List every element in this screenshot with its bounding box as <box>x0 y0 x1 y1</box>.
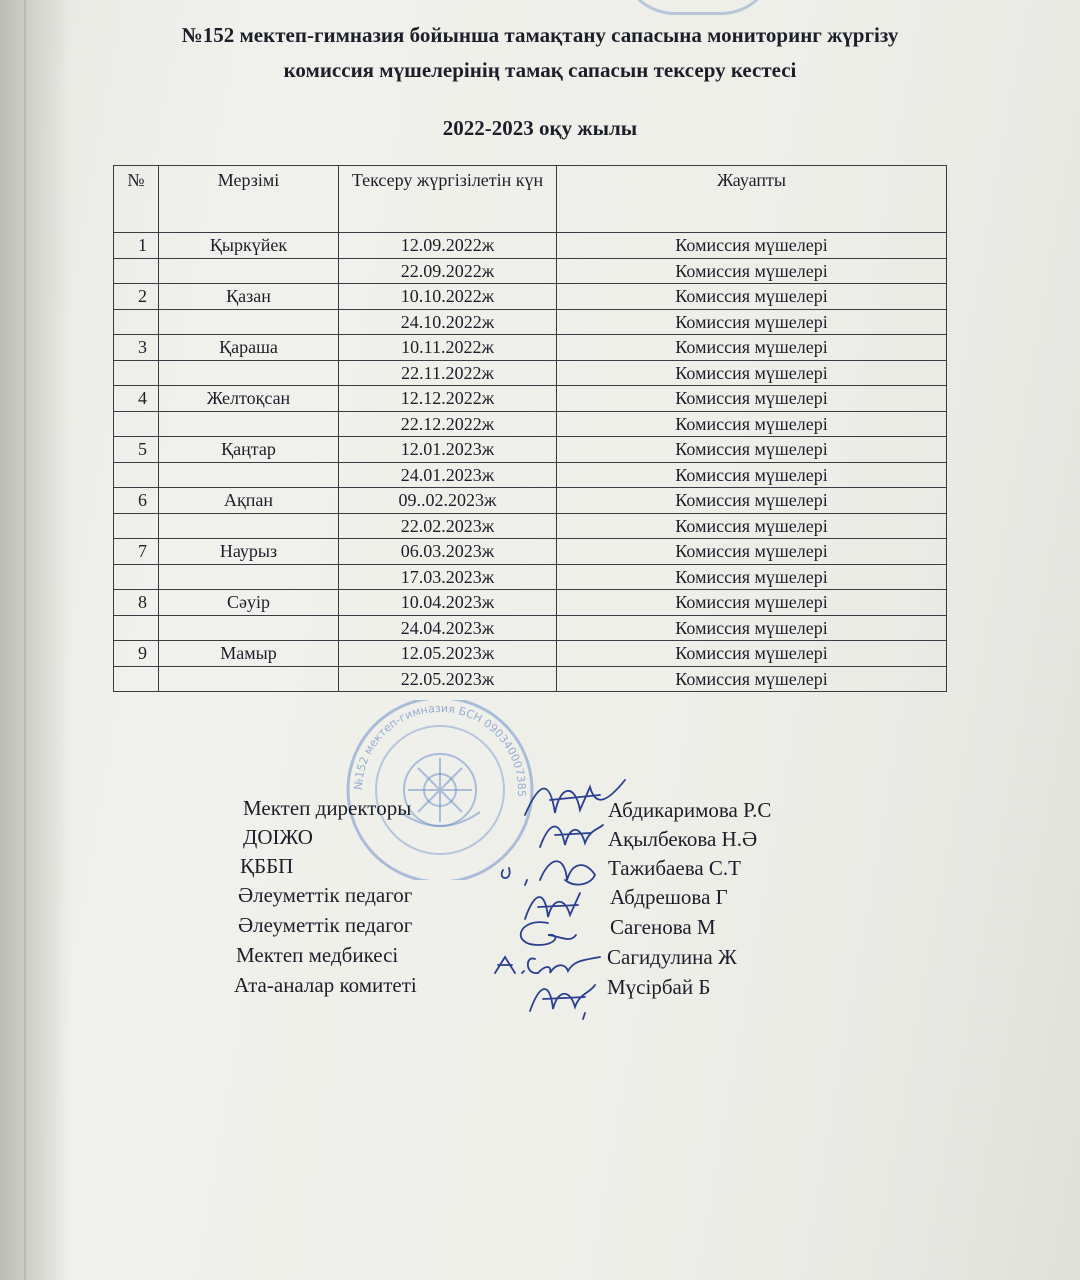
row-date-cell: 17.03.2023ж <box>339 564 557 590</box>
signatory-role: Әлеуметтік педагог <box>238 913 413 937</box>
table-body <box>114 233 947 692</box>
row-responsible-cell: Комиссия мүшелері <box>557 615 947 641</box>
row-number-cell <box>114 564 159 590</box>
table-row <box>114 539 947 565</box>
stamp-fragment-top <box>620 0 776 15</box>
row-responsible-cell: Комиссия мүшелері <box>557 488 947 514</box>
row-date-cell: 22.02.2023ж <box>339 513 557 539</box>
row-date-cell: 10.04.2023ж <box>339 590 557 616</box>
row-date-cell: 24.01.2023ж <box>339 462 557 488</box>
seal-emblem-icon <box>400 754 480 826</box>
row-responsible-cell: Комиссия мүшелері <box>557 539 947 565</box>
row-responsible-cell: Комиссия мүшелері <box>557 590 947 616</box>
row-period-cell <box>159 564 339 590</box>
signatory-role: ҚББП <box>240 854 294 878</box>
signatory-name: Абдрешова Г <box>610 885 728 909</box>
row-date-cell: 09..02.2023ж <box>339 488 557 514</box>
row-number-cell: 2 <box>114 284 159 310</box>
row-period-cell: Қараша <box>159 335 339 361</box>
row-date-cell: 22.12.2022ж <box>339 411 557 437</box>
table-row <box>114 360 947 386</box>
row-period-cell <box>159 411 339 437</box>
table-row <box>114 411 947 437</box>
row-number-cell: 4 <box>114 386 159 412</box>
table-row <box>114 590 947 616</box>
row-responsible-cell: Комиссия мүшелері <box>557 258 947 284</box>
row-responsible-cell: Комиссия мүшелері <box>557 386 947 412</box>
table-row <box>114 641 947 667</box>
row-responsible-cell: Комиссия мүшелері <box>557 411 947 437</box>
table-row <box>114 564 947 590</box>
row-number-cell <box>114 615 159 641</box>
table-row <box>114 615 947 641</box>
row-period-cell <box>159 360 339 386</box>
handwritten-signature <box>520 885 590 925</box>
row-period-cell <box>159 309 339 335</box>
row-period-cell: Ақпан <box>159 488 339 514</box>
row-date-cell: 12.12.2022ж <box>339 386 557 412</box>
row-period-cell: Наурыз <box>159 539 339 565</box>
row-number-cell: 9 <box>114 641 159 667</box>
row-number-cell: 6 <box>114 488 159 514</box>
row-number-cell: 1 <box>114 233 159 259</box>
paper-shadow-edge <box>0 0 70 1280</box>
row-date-cell: 24.10.2022ж <box>339 309 557 335</box>
row-period-cell <box>159 258 339 284</box>
row-period-cell: Желтоқсан <box>159 386 339 412</box>
seal-text: №152 мектеп-гимназия БСН 090340007385 <box>351 701 529 798</box>
row-period-cell <box>159 666 339 692</box>
handwritten-signature <box>508 915 578 951</box>
table-row <box>114 513 947 539</box>
row-date-cell: 24.04.2023ж <box>339 615 557 641</box>
row-number-cell: 7 <box>114 539 159 565</box>
signatory-role: ДОІЖО <box>243 825 313 849</box>
column-header-responsible: Жауапты <box>557 166 947 233</box>
table-row <box>114 666 947 692</box>
row-responsible-cell: Комиссия мүшелері <box>557 462 947 488</box>
signatory-name: Сагенова М <box>610 915 716 939</box>
row-period-cell <box>159 462 339 488</box>
table-row <box>114 233 947 259</box>
table-row <box>114 335 947 361</box>
document-title-line-2: комиссия мүшелерінің тамақ сапасын тексеру кестесі <box>283 58 797 82</box>
row-responsible-cell: Комиссия мүшелері <box>557 284 947 310</box>
row-date-cell: 22.09.2022ж <box>339 258 557 284</box>
row-number-cell <box>114 462 159 488</box>
row-responsible-cell: Комиссия мүшелері <box>557 513 947 539</box>
row-responsible-cell: Комиссия мүшелері <box>557 641 947 667</box>
row-date-cell: 12.05.2023ж <box>339 641 557 667</box>
handwritten-signature <box>490 945 610 981</box>
row-period-cell: Қаңтар <box>159 437 339 463</box>
signatory-role: Әлеуметтік педагог <box>238 883 413 907</box>
table-row <box>114 258 947 284</box>
row-responsible-cell: Комиссия мүшелері <box>557 437 947 463</box>
signatory-role: Мектеп директоры <box>243 796 412 820</box>
handwritten-signature <box>525 975 600 1020</box>
row-date-cell: 12.09.2022ж <box>339 233 557 259</box>
row-responsible-cell: Комиссия мүшелері <box>557 666 947 692</box>
signatory-name: Мүсірбай Б <box>607 975 711 999</box>
row-responsible-cell: Комиссия мүшелері <box>557 233 947 259</box>
row-number-cell <box>114 258 159 284</box>
inspection-schedule-table <box>113 165 947 692</box>
row-number-cell <box>114 309 159 335</box>
row-date-cell: 22.05.2023ж <box>339 666 557 692</box>
row-responsible-cell: Комиссия мүшелері <box>557 564 947 590</box>
signatory-name: Тажибаева С.Т <box>608 856 741 880</box>
row-responsible-cell: Комиссия мүшелері <box>557 360 947 386</box>
academic-year: 2022-2023 оқу жылы <box>442 116 638 140</box>
column-header-inspection-date: Тексеру жүргізілетін күн <box>339 166 557 233</box>
row-number-cell <box>114 513 159 539</box>
signatory-role: Ата-аналар комитеті <box>234 973 417 997</box>
row-number-cell <box>114 666 159 692</box>
row-number-cell <box>114 411 159 437</box>
table-header-row <box>114 166 947 233</box>
row-period-cell: Қазан <box>159 284 339 310</box>
row-period-cell <box>159 513 339 539</box>
column-header-period: Мерзімі <box>159 166 339 233</box>
row-period-cell <box>159 615 339 641</box>
signatory-name: Ақылбекова Н.Ә <box>608 827 758 851</box>
row-date-cell: 10.11.2022ж <box>339 335 557 361</box>
table-row <box>114 309 947 335</box>
signatory-name: Абдикаримова Р.С <box>608 798 772 822</box>
row-date-cell: 06.03.2023ж <box>339 539 557 565</box>
table-row <box>114 386 947 412</box>
row-number-cell: 8 <box>114 590 159 616</box>
row-date-cell: 22.11.2022ж <box>339 360 557 386</box>
table-row <box>114 284 947 310</box>
row-date-cell: 12.01.2023ж <box>339 437 557 463</box>
signatory-role: Мектеп медбикесі <box>236 943 399 967</box>
row-responsible-cell: Комиссия мүшелері <box>557 335 947 361</box>
official-seal <box>330 700 550 880</box>
document-title-line-1: №152 мектеп-гимназия бойынша тамақтану сапасына мониторинг жүргізу <box>181 23 899 47</box>
row-period-cell: Мамыр <box>159 641 339 667</box>
row-period-cell: Сәуір <box>159 590 339 616</box>
signatory-name: Сагидулина Ж <box>607 945 737 969</box>
row-number-cell: 3 <box>114 335 159 361</box>
row-responsible-cell: Комиссия мүшелері <box>557 309 947 335</box>
row-period-cell: Қыркүйек <box>159 233 339 259</box>
row-date-cell: 10.10.2022ж <box>339 284 557 310</box>
row-number-cell <box>114 360 159 386</box>
table-row <box>114 462 947 488</box>
row-number-cell: 5 <box>114 437 159 463</box>
paper-fold-line <box>24 0 26 1280</box>
table-row <box>114 437 947 463</box>
table-row <box>114 488 947 514</box>
column-header-number: № <box>114 166 159 233</box>
